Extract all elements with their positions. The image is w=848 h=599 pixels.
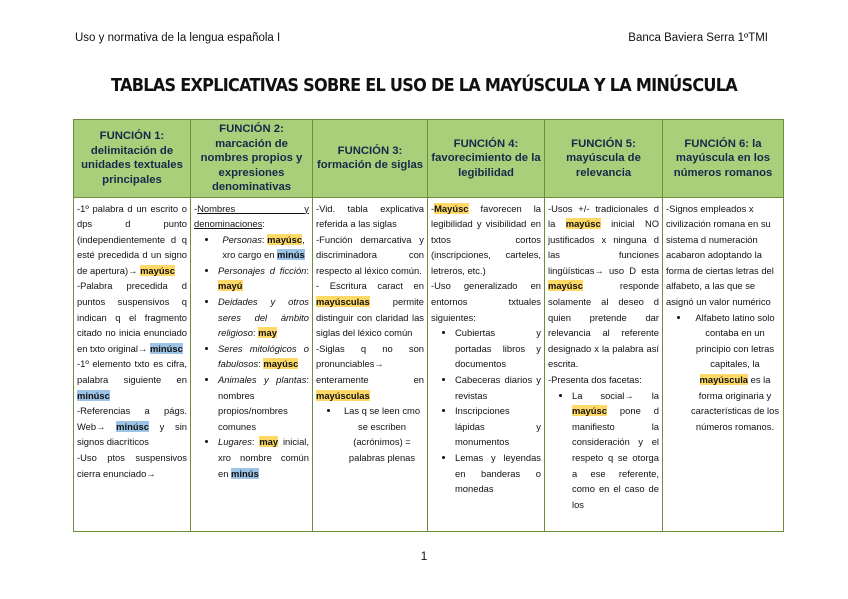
highlight-minus: minús [231,467,259,479]
highlight-minus: minús [277,249,305,261]
text: y sin signos diacríticos [77,420,187,448]
cell-funcion-5 [545,197,663,531]
column-header-funcion-6: FUNCIÓN 6: la mayúscula en los números romanos [663,120,784,198]
list-item: • Las q se leen cmo se escriben (acrónimos) = palabras plenas [340,403,424,465]
column-header-funcion-5: FUNCIÓN 5: mayúscula de relevancia [545,120,663,198]
text: - [431,202,435,214]
highlight-mayus: mayú [218,280,243,292]
cell-funcion-1 [74,197,191,531]
table-header-row [74,120,784,198]
highlight-minusc: minúsc [116,420,149,432]
text: -Usos +/- tradicionales d la [548,202,659,230]
text: -1º palabra d un escrito o dps d punto (independientemente d q esté precedida d un signo de apertura)→ [77,202,187,276]
text: -Referencias a págs. Web→ [77,405,187,432]
text: -Función demarcativa y discriminadora con respecto al léxico común. [316,233,424,276]
text: : [262,218,265,230]
text: favorecen la legibilidad y visibilidad en txtos cortos (inscripciones, carteles, letreros, etc.) [431,202,541,276]
list-item: • Animales y plantas: nombres propios/nombres comunes [218,372,309,434]
highlight-mayusculas: mayúsculas [316,389,370,401]
column-header-funcion-2: FUNCIÓN 2: marcación de nombres propios y expresiones denominativas [191,120,313,198]
highlight-mayus: mayúsc [263,358,299,370]
text: -Vid. tabla explicativa referida a las siglas [316,202,424,230]
highlight-mayus: may [259,436,279,448]
column-header-funcion-3: FUNCIÓN 3: formación de siglas [313,120,428,198]
table-row [74,197,784,531]
text: - [194,202,198,214]
text: permite distinguir con claridad las siglas del léxico común [316,296,424,339]
page-number: 1 [420,549,428,563]
cell-funcion-4 [428,197,545,531]
explanatory-table [73,119,784,532]
highlight-mayusc: Mayúsc [434,202,469,214]
list-item: • Cubiertas y portadas libros y documentos [455,325,541,372]
cell-funcion-6 [663,197,784,531]
text: -Uso ptos suspensivos cierra enunciado→ [77,452,187,479]
running-header-left: Uso y normativa de la lengua española I [75,32,281,44]
text: -Signos empleados x civilización romana en su sistema d numeración acabaron adoptando la forma de ciertas letras del alfabeto, a las que se asignó un valor numérico [666,202,774,308]
cell-funcion-3 [313,197,428,531]
list-item: • Alfabeto latino solo contaba en un principio con letras capitales, la mayúscula es la forma originaria y características de los números romanos. [690,310,780,435]
bullet-list [548,388,659,513]
cell-funcion-2 [191,197,313,531]
text: -Uso generalizado en entornos txtuales siguientes: [431,280,541,323]
list-item: • Seres mitológicos o fabulosos: mayúsc [218,341,309,372]
highlight-mayusculas: mayúsculas [316,296,370,308]
list-item: • Personajes d ficción: mayú [218,263,309,294]
highlight-minusc: minúsc [149,342,183,354]
underlined-text: Nombres y denominaciones [194,202,309,230]
column-header-funcion-4: FUNCIÓN 4: favorecimiento de la legibilidad [428,120,545,198]
list-item: • La social→ la mayúsc pone d manifiesto la consideración y el respeto q se otorga a ese referente, como en el caso de los [572,388,659,513]
list-item: • Lugares: may inicial, xro nombre común en minús [218,434,309,481]
page-title: TABLAS EXPLICATIVAS SOBRE EL USO DE LA MAYÚSCULA Y LA MINÚSCULA [110,76,738,96]
highlight-minusc: minúsc [77,389,110,401]
highlight-mayusc: mayúsc [267,233,303,245]
highlight-mayusc: mayúsc [565,218,601,230]
text: -Siglas q no son pronunciables→ enteramente en [316,342,424,386]
bullet-list [194,232,309,482]
list-item: • Personas: mayúsc, xro cargo en minús [218,232,309,263]
highlight-mayuscula: mayúscula [699,374,749,386]
bullet-list [316,403,424,465]
bullet-list [431,325,541,497]
highlight-mayus: may [258,327,277,339]
running-header-right: Banca Baviera Serra 1ºTMI [628,32,768,44]
bullet-list [666,310,780,435]
column-header-funcion-1: FUNCIÓN 1: delimitación de unidades textuales principales [74,120,191,198]
highlight-mayusc: mayúsc [572,405,607,417]
text: -Palabra precedida d puntos suspensivos q indican q el fragmento citado no inicia enunciado en txto original→ [77,280,187,354]
list-item: • Deidades y otros seres del ámbito religioso: may [218,294,309,341]
text: responde solamente al deseo d quien pretende dar relevancia al referente designado x la palabra así escrita. [548,280,659,370]
list-item: • Lemas y leyendas en banderas o monedas [455,450,541,497]
highlight-mayusc: mayúsc [140,264,175,276]
text: inicial NO justificados x ninguna d las funciones lingüísticas→ uso D esta [548,218,659,276]
list-item: • Cabeceras diarios y revistas [455,372,541,403]
text: -Presenta dos facetas: [548,374,642,386]
list-item: • Inscripciones lápidas y monumentos [455,403,541,450]
text: - Escritura caract en [316,280,424,292]
highlight-mayusc: mayúsc [548,280,583,292]
text: -1º elemento txto es cifra, palabra siguiente en [77,358,187,386]
